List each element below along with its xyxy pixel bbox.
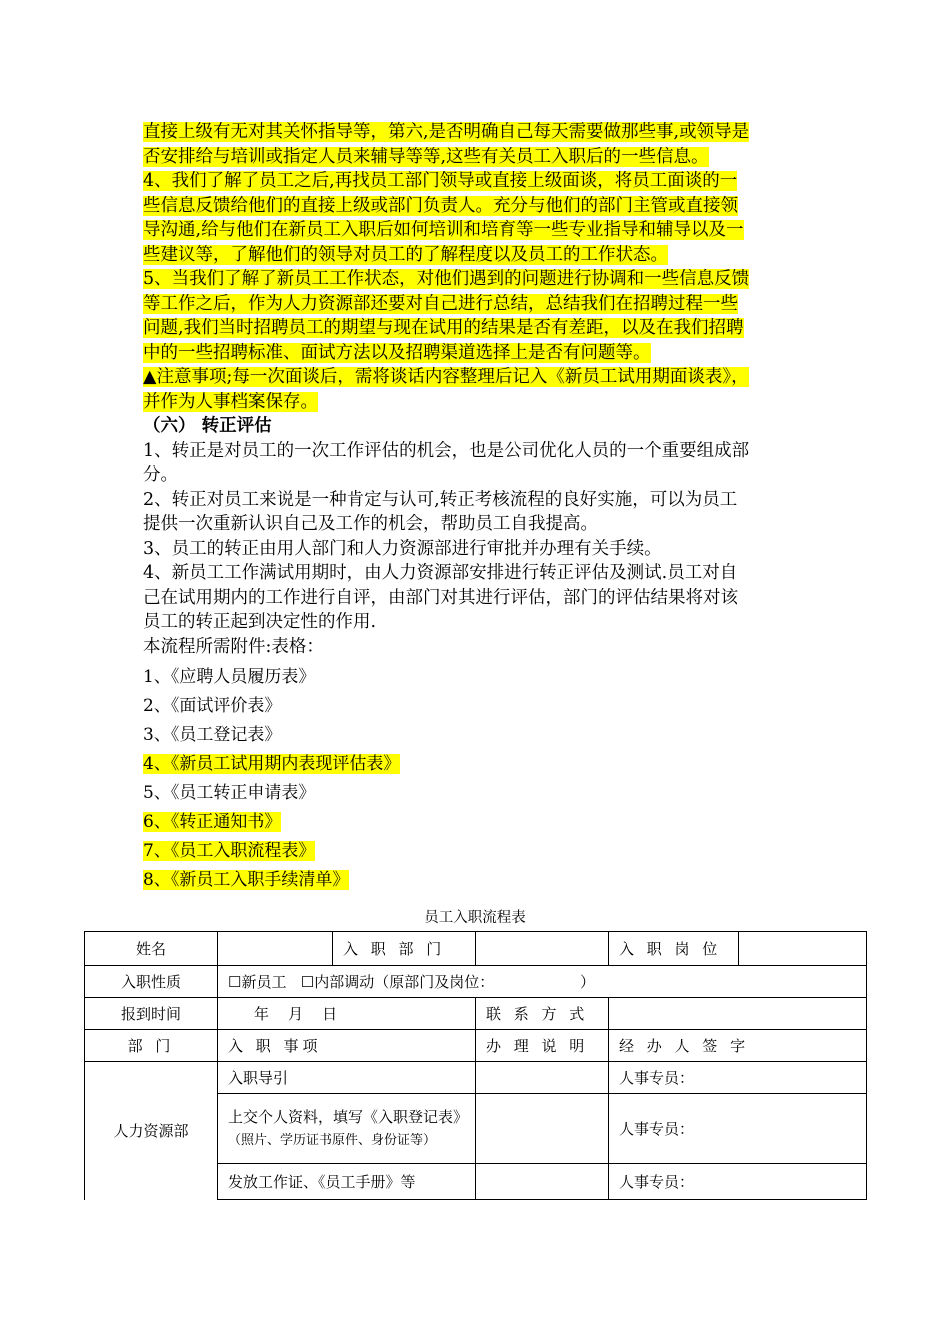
attachment-item [143,750,813,779]
contact-label: 联 系 方 式 [476,998,609,1030]
line-text: 提供一次重新认识自己及工作的机会，帮助员工自我提高。 [143,514,598,534]
text-line [143,243,813,268]
line-text: 些建议等，了解他们的领导对员工的了解程度以及员工的工作状态。 [143,244,668,265]
line-text: 并作为人事档案保存。 [143,391,318,412]
text-line [143,586,813,611]
text-line [143,463,813,488]
line-text: 己在试用期内的工作进行自评，由部门对其进行评估，部门的评估结果将对该 [143,587,738,608]
sign-cell: 人事专员： [609,1062,867,1094]
attachment-item [143,779,813,808]
sign-cell: 人事专员： [609,1094,867,1164]
line-text: 员工的转正起到决定性的作用. [143,612,377,632]
text-line [143,292,813,317]
text-line [143,414,813,439]
item-cell: 入职导引 [218,1062,476,1094]
text-line [143,120,813,145]
attachment-list [143,663,813,895]
line-text: 直接上级有无对其关怀指导等，第六,是否明确自己每天需要做那些事,或领导是 [143,122,750,142]
line-text: 否安排给与培训或指定人员来辅导等等,这些有关员工入职后的一些信息。 [143,146,709,167]
header-item: 入 职 事项 [218,1030,476,1062]
item-cell [218,1094,476,1164]
desc-cell [476,1094,609,1164]
line-text: 5、当我们了解了新员工工作状态，对他们遇到的问题进行协调和一些信息反馈 [143,269,750,289]
attachment-item [143,663,813,692]
report-date: 年 月 日 [218,998,476,1030]
attachment-text: 4、《新员工试用期内表现评估表》 [143,754,401,774]
contact-value [609,998,867,1030]
text-line [143,194,813,219]
line-text: 些信息反馈给他们的直接上级或部门负责人。充分与他们的部门主管或直接领 [143,195,738,216]
text-line [143,537,813,562]
line-text: 分。 [143,465,178,485]
text-line [143,390,813,415]
text-line [143,316,813,341]
text-line [143,218,813,243]
attachment-item [143,837,813,866]
attachment-text: 3、《员工登记表》 [143,725,282,745]
table-row [85,998,867,1030]
text-line [143,341,813,366]
line-text: ▲注意事项;每一次面谈后，需将谈话内容整理后记入《新员工试用期面谈表》， [143,367,749,387]
item-cell: 发放工作证、《员工手册》等 [218,1164,476,1200]
line-text: 4、我们了解了员工之后,再找员工部门领导或直接上级面谈，将员工面谈的一 [143,171,738,191]
body-text [143,120,813,659]
document-body [143,120,813,895]
line-text: 2、转正对员工来说是一种肯定与认可,转正考核流程的良好实施，可以为员工 [143,489,738,510]
dept-label: 入 职 部 门 [333,932,476,966]
item-note: （照片、学历证书原件、身份证等） [228,1132,437,1148]
text-line [143,488,813,513]
table-title: 员工入职流程表 [424,910,526,926]
attachment-item [143,721,813,750]
text-line [143,512,813,537]
text-line [143,365,813,390]
attachment-item [143,692,813,721]
text-line [143,169,813,194]
header-sign: 经 办 人 签 字 [609,1030,867,1062]
desc-cell [476,1062,609,1094]
name-value [218,932,333,966]
attachment-text: 6、《转正通知书》 [143,812,282,832]
text-line [143,439,813,464]
text-line [143,561,813,586]
table-row [85,966,867,998]
line-text: 1、转正是对员工的一次工作评估的机会，也是公司优化人员的一个重要组成部 [143,440,750,461]
position-value [739,932,867,966]
table-header-row [85,1030,867,1062]
hr-dept: 人力资源部 [85,1062,218,1200]
text-line [143,635,813,660]
header-desc: 办 理 说 明 [476,1030,609,1062]
attachment-item [143,808,813,837]
dept-value [476,932,609,966]
attachment-text: 2、《面试评价表》 [143,696,282,716]
line-text: 中的一些招聘标准、面试方法以及招聘渠道选择上是否有问题等。 [143,342,651,363]
item-main: 上交个人资料，填写《入职登记表》 [228,1107,469,1126]
line-text: 本流程所需附件:表格： [143,636,324,657]
attachment-text: 8、《新员工入职手续清单》 [143,870,350,890]
text-line [143,610,813,635]
table-row [85,932,867,966]
header-dept: 部 门 [85,1030,218,1062]
text-line [143,267,813,292]
attachment-text: 1、《应聘人员履历表》 [143,667,316,687]
attachment-item [143,866,813,895]
sign-cell: 人事专员： [609,1164,867,1200]
position-label: 入 职 岗 位 [609,932,739,966]
attachment-text: 7、《员工入职流程表》 [143,841,316,861]
line-text: 导沟通,给与他们在新员工入职后如何培训和培育等一些专业指导和辅导以及一 [143,220,744,240]
line-text: （六） 转正评估 [143,416,272,436]
line-text: 3、员工的转正由用人部门和人力资源部进行审批并办理有关手续。 [143,538,662,559]
line-text: 等工作之后，作为人力资源部还要对自己进行总结，总结我们在招聘过程一些 [143,293,738,314]
attachment-text: 5、《员工转正申请表》 [143,783,316,803]
report-label: 报到时间 [85,998,218,1030]
text-line [143,145,813,170]
line-text: 4、新员工工作满试用期时，由人力资源部安排进行转正评估及测试.员工对自 [143,563,738,583]
nature-options: ☐新员工 ☐内部调动（原部门及岗位： ） [218,966,867,998]
onboarding-flow-table [84,931,867,1200]
table-row [85,1062,867,1094]
nature-label: 入职性质 [85,966,218,998]
desc-cell [476,1164,609,1200]
name-label: 姓名 [85,932,218,966]
line-text: 问题,我们当时招聘员工的期望与现在试用的结果是否有差距，以及在我们招聘 [143,318,744,338]
